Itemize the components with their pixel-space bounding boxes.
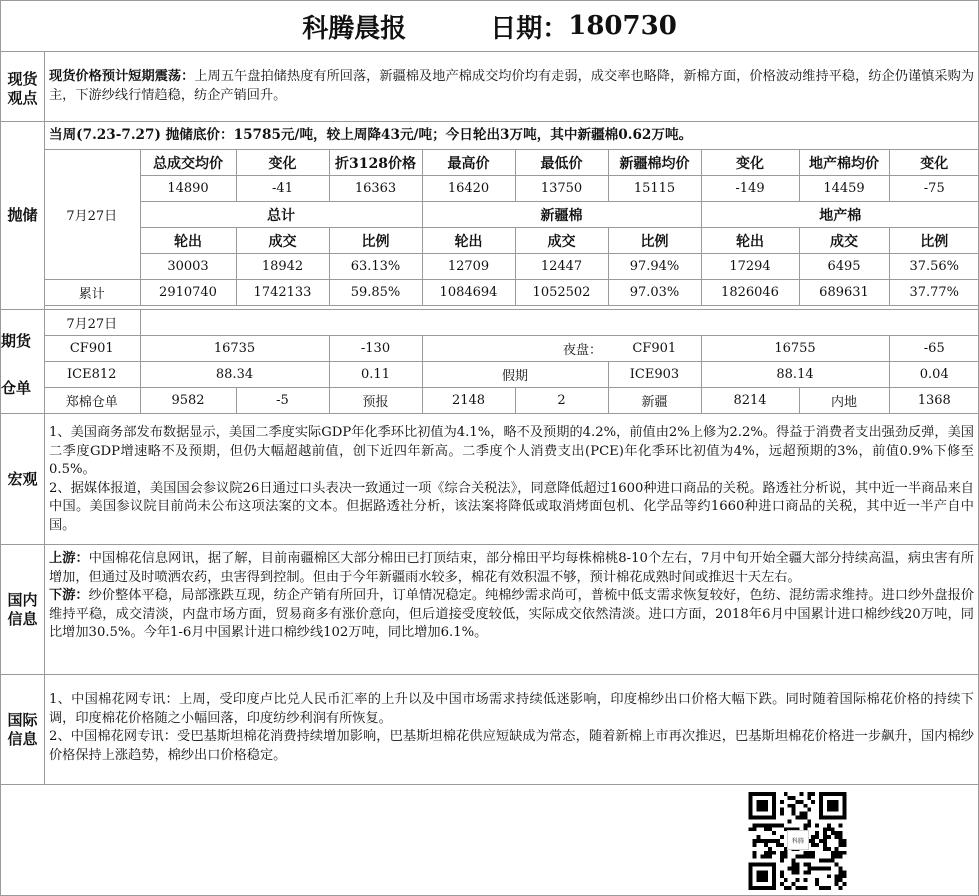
- cum-label: 累计: [44, 280, 140, 306]
- cf901-change: -130: [329, 336, 422, 362]
- cf901-price: 16735: [140, 336, 329, 362]
- cum-value: 1826046: [701, 280, 799, 306]
- futures-table: [44, 309, 979, 414]
- sub-header: 轮出: [422, 228, 515, 254]
- macro-label: 宏观: [1, 414, 45, 544]
- international-paragraph-2: 2、中国棉花网专讯：受巴基斯坦棉花消费持续增加影响，巴基斯坦棉花供应短缺成为常态，随着新棉上市再次推迟，巴基斯坦棉花价格进一步飙升，国内棉纱价格保持上涨趋势，棉纱出口价格稳定。: [49, 729, 974, 763]
- daily-value: 18942: [236, 254, 329, 280]
- sub-header: 成交: [236, 228, 329, 254]
- reserve-value: 14459: [799, 176, 889, 202]
- international-label: 国际信息: [1, 675, 45, 784]
- reserve-value: 13750: [515, 176, 608, 202]
- international-section: [0, 675, 979, 785]
- reserve-header: 地产棉均价: [799, 150, 889, 176]
- warehouse-value: 9582: [140, 388, 236, 414]
- cum-value: 1742133: [236, 280, 329, 306]
- reserve-header: 最低价: [515, 150, 608, 176]
- reserve-summary: 当周(7.23-7.27) 抛储底价：15785元/吨，较上周降43元/吨；今日轮出3万吨，其中新疆棉0.62万吨。: [49, 127, 693, 143]
- holiday-note: 假期: [422, 362, 608, 388]
- ice903-change: 0.04: [889, 362, 979, 388]
- cum-value: 59.85%: [329, 280, 422, 306]
- cum-value: 97.03%: [608, 280, 701, 306]
- cum-value: 1052502: [515, 280, 608, 306]
- reserve-value: -75: [889, 176, 979, 202]
- sub-header: 成交: [515, 228, 608, 254]
- spot-content: [45, 52, 978, 121]
- inland-value: 1368: [889, 388, 979, 414]
- reserve-value: -149: [701, 176, 799, 202]
- daily-value: 6495: [799, 254, 889, 280]
- night-label: 夜盘：: [562, 343, 602, 358]
- warehouse-change: -5: [236, 388, 329, 414]
- spot-lead: 现货价格预计短期震荡：: [49, 69, 195, 84]
- cum-value: 2910740: [140, 280, 236, 306]
- cf901-night-price: 16755: [701, 336, 889, 362]
- cf901-night-name: CF901: [608, 336, 701, 362]
- xinjiang-label: 新疆: [608, 388, 701, 414]
- sub-header: 比例: [608, 228, 701, 254]
- forecast-value: 2148: [422, 388, 515, 414]
- upstream-text: 中国棉花信息网讯，据了解，目前南疆棉区大部分棉田已打顶结束，部分棉田平均每株棉桃8-10个左右，7月中旬开始全疆大部分持续高温，病虫害有所增加，但通过及时喷洒农药，虫害得到控制。但由于今年新疆雨水较多，棉花有效积温不够，预计棉花成熟时间或推迟十天左右。: [49, 551, 975, 585]
- warehouse-label: 仓单: [1, 379, 32, 397]
- reserve-label: 抛储: [1, 122, 45, 309]
- group-total: 总计: [140, 202, 422, 228]
- report-header: [0, 0, 979, 52]
- ice903-price: 88.14: [701, 362, 889, 388]
- sub-header: 比例: [329, 228, 422, 254]
- cum-value: 689631: [799, 280, 889, 306]
- sub-header: 轮出: [701, 228, 799, 254]
- spot-text: 上周五午盘拍储热度有所回落，新疆棉及地产棉成交均价均有走弱，成交率也略降，新棉方面，价格波动维持平稳，纺企仍谨慎采购为主，下游纱线行情趋稳，纺企产销回升。: [49, 69, 975, 103]
- downstream-text: 纱价整体平稳，局部涨跌互现，纺企产销有所回升，订单情况稳定。纯棉纱需求尚可，普梳中低支需求恢复较好，色纺、混纺需求维持。进口纱外盘报价维持平稳，成交清淡，内盘市场方面，贸易商多有涨价意向，但后道接受度较低，实际成交依然清淡。进口方面，2018年6月中国累计进口棉纱线20万吨，同比增加30.5%。今年1-6月中国累计进口棉纱线102万吨，同比增加6.1%。: [49, 588, 975, 640]
- date-label: 日期：: [490, 13, 569, 44]
- reserve-header: 最高价: [422, 150, 515, 176]
- report-date: 180730: [568, 11, 677, 41]
- ice812-change: 0.11: [329, 362, 422, 388]
- reserve-date: 7月27日: [44, 150, 140, 280]
- spot-section: [0, 52, 979, 122]
- futures-label: 期货: [1, 332, 32, 350]
- daily-value: 97.94%: [608, 254, 701, 280]
- domestic-label: 国内信息: [1, 545, 45, 674]
- upstream-label: 上游：: [49, 551, 89, 566]
- group-local: 地产棉: [701, 202, 979, 228]
- reserve-table: [44, 149, 979, 306]
- reserve-header: 变化: [889, 150, 979, 176]
- ice903-name: ICE903: [608, 362, 701, 388]
- xinjiang-value: 8214: [701, 388, 799, 414]
- macro-paragraph-1: 1、美国商务部发布数据显示，美国二季度实际GDP年化季环比初值为4.1%，略不及预期的4.2%，前值由2%上修为2.2%。得益于消费者支出强劲反弹，美国二季度GDP增速略不及预期，但仍大幅超越前值，创下近四年新高。二季度个人消费支出(PCE)年化季环比初值为4%，远超预期的3%，前值0.9%下修至0.5%。: [49, 425, 974, 477]
- reserve-value: 14890: [140, 176, 236, 202]
- group-xinjiang: 新疆棉: [422, 202, 701, 228]
- downstream-label: 下游：: [49, 588, 89, 603]
- cf901-name: CF901: [44, 336, 140, 362]
- cum-value: 1084694: [422, 280, 515, 306]
- reserve-header: 变化: [701, 150, 799, 176]
- reserve-value: 16420: [422, 176, 515, 202]
- cf901-night-change: -65: [889, 336, 979, 362]
- ice812-name: ICE812: [44, 362, 140, 388]
- macro-paragraph-2: 2、据媒体报道，美国国会参议院26日通过口头表决一致通过一项《综合关税法》，同意降低超过1600种进口商品的关税。路透社分析说，其中近一半商品来自中国。美国参议院目前尚未公布这项法案的文本。但据路透社分析，该法案将降低或取消烤面包机、化学品等约1660种进口商品的关税，其中近一半产自中国。: [49, 480, 974, 533]
- reserve-header: 变化: [236, 150, 329, 176]
- daily-value: 12709: [422, 254, 515, 280]
- daily-value: 63.13%: [329, 254, 422, 280]
- ice812-price: 88.34: [140, 362, 329, 388]
- macro-content: [45, 414, 978, 544]
- reserve-value: 15115: [608, 176, 701, 202]
- cum-value: 37.77%: [889, 280, 979, 306]
- forecast-change: 2: [515, 388, 608, 414]
- report-title: 科腾晨报: [302, 13, 407, 44]
- macro-section: [0, 413, 979, 545]
- reserve-header: 新疆棉均价: [608, 150, 701, 176]
- reserve-header: 总成交均价: [140, 150, 236, 176]
- domestic-section: [0, 545, 979, 675]
- spot-label: 现货观点: [1, 52, 45, 121]
- daily-value: 30003: [140, 254, 236, 280]
- domestic-content: [45, 545, 978, 674]
- inland-label: 内地: [799, 388, 889, 414]
- international-content: [45, 675, 978, 784]
- sub-header: 比例: [889, 228, 979, 254]
- reserve-header: 折3128价格: [329, 150, 422, 176]
- futures-date: 7月27日: [44, 310, 140, 336]
- international-paragraph-1: 1、中国棉花网专讯：上周，受印度卢比兑人民币汇率的上升以及中国市场需求持续低迷影响，印度棉纱出口价格大幅下跌。同时随着国际棉花价格的持续下调，印度棉花价格随之小幅回落，印度纺纱利润有所恢复。: [49, 692, 974, 726]
- warehouse-name: 郑棉仓单: [44, 388, 140, 414]
- reserve-value: 16363: [329, 176, 422, 202]
- daily-value: 12447: [515, 254, 608, 280]
- forecast-label: 预报: [329, 388, 422, 414]
- daily-value: 37.56%: [889, 254, 979, 280]
- sub-header: 成交: [799, 228, 889, 254]
- daily-value: 17294: [701, 254, 799, 280]
- sub-header: 轮出: [140, 228, 236, 254]
- reserve-value: -41: [236, 176, 329, 202]
- qr-logo: 科腾: [787, 830, 809, 850]
